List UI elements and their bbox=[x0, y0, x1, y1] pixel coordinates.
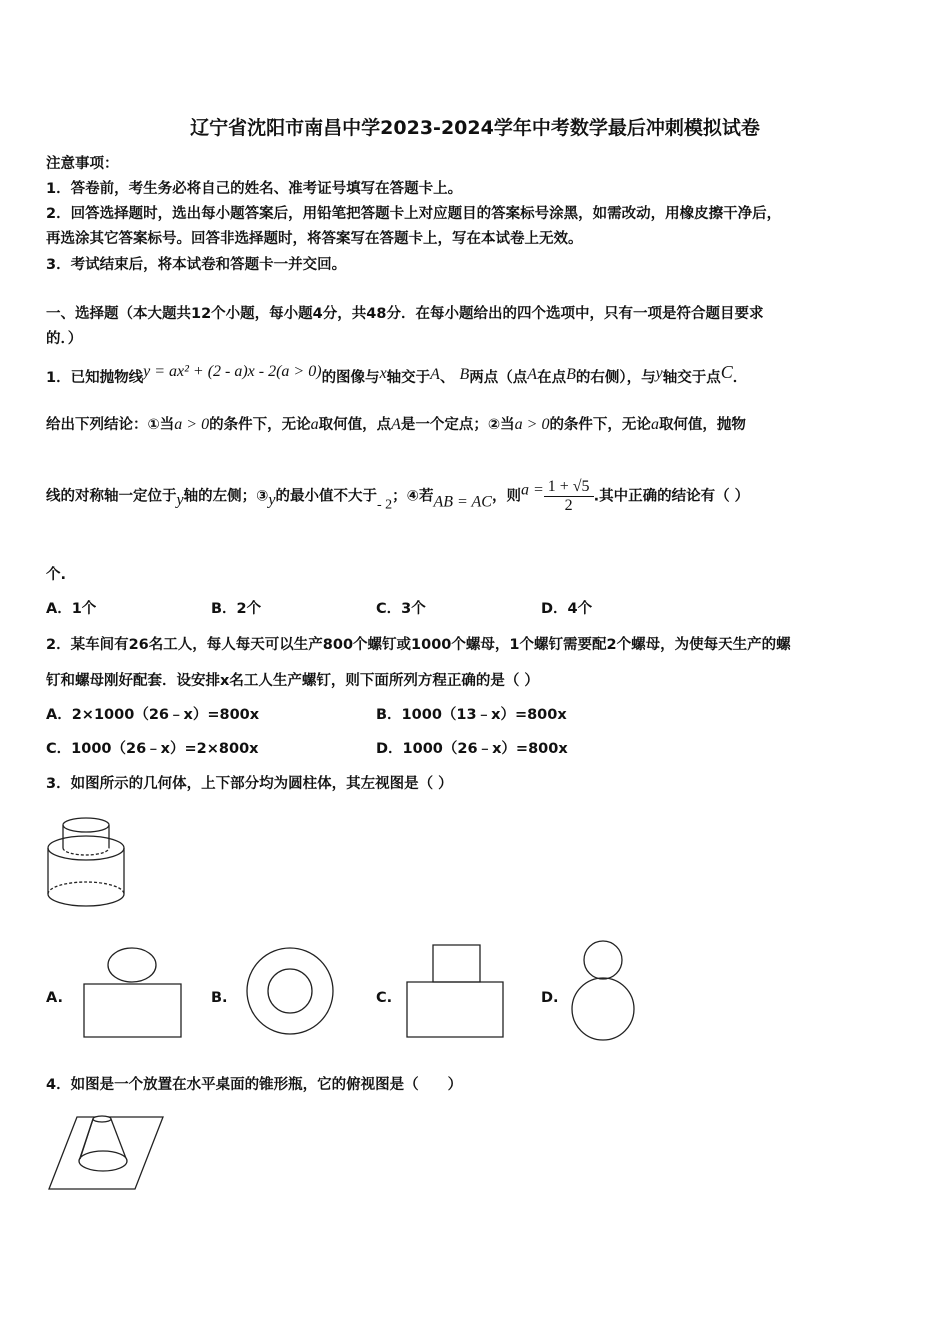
q2-option-d[interactable]: D．1000（26﹣x）=800x bbox=[376, 741, 568, 757]
q3-option-b-figure bbox=[246, 947, 336, 1037]
q3-option-a[interactable]: A. bbox=[46, 990, 63, 1006]
notice-item: 再选涂其它答案标号。回答非选择题时，将答案写在答题卡上，写在本试卷上无效。 bbox=[46, 231, 583, 247]
page-title: 辽宁省沈阳市南昌中学2023-2024学年中考数学最后冲刺模拟试卷 bbox=[190, 117, 760, 139]
golden-ratio-fraction: $\frac{1 + √5}{2}$ bbox=[544, 478, 594, 515]
q3-option-c[interactable]: C. bbox=[376, 990, 393, 1006]
question-4-text: 4．如图是一个放置在水平桌面的锥形瓶，它的俯视图是（ ） bbox=[46, 1077, 463, 1093]
q2-option-b[interactable]: B．1000（13﹣x）=800x bbox=[376, 707, 567, 723]
section-heading-cont: 的．） bbox=[46, 331, 83, 347]
question-1-line-2: 给出下列结论：①当a > 0的条件下，无论a取何值，点A是一个定点；②当a > 0的条件下，无论a取何值，抛物 bbox=[46, 416, 746, 433]
notice-item: 2．回答选择题时，选出每小题答案后，用铅笔把答题卡上对应题目的答案标号涂黑，如需改动，用橡皮擦干净后， bbox=[46, 206, 782, 222]
notice-heading: 注意事项： bbox=[46, 156, 119, 172]
question-1-line-4: 个. bbox=[46, 567, 67, 583]
stacked-cylinders-figure bbox=[46, 812, 136, 916]
q3-option-d-figure bbox=[572, 939, 638, 1041]
section-heading: 一、选择题（本大题共12个小题，每小题4分，共48分．在每小题给出的四个选项中，只有一项是符合题目要求 bbox=[46, 306, 764, 322]
q1-option-d[interactable]: D．4个 bbox=[541, 601, 593, 617]
q3-option-a-figure bbox=[82, 946, 184, 1038]
question-3-text: 3．如图所示的几何体，上下部分均为圆柱体，其左视图是（ ） bbox=[46, 776, 453, 792]
q1-option-b[interactable]: B．2个 bbox=[211, 601, 262, 617]
notice-item: 1．答卷前，考生务必将自己的姓名、准考证号填写在答题卡上。 bbox=[46, 181, 463, 197]
question-1-line-3: 线的对称轴一定位于y轴的左侧；③y的最小值不大于- 2；④若AB = AC，则a = $\frac{1 + √5}{2}$ .其中正确的结论有（ ） bbox=[46, 478, 750, 514]
q1-option-c[interactable]: C．3个 bbox=[376, 601, 426, 617]
question-2-line-2: 钉和螺母刚好配套．设安排x名工人生产螺钉，则下面所列方程正确的是（ ） bbox=[46, 673, 539, 689]
parabola-equation: y = ax² + (2 - a)x - 2(a > 0) bbox=[143, 363, 322, 380]
q3-option-d[interactable]: D. bbox=[541, 990, 559, 1006]
question-1-line-1: 1．已知抛物线y = ax² + (2 - a)x - 2(a > 0)的图像与x轴交于A、 B两点（点A在点B的右侧），与y轴交于点C． bbox=[46, 362, 748, 386]
q3-option-c-figure bbox=[406, 944, 504, 1039]
q3-option-b[interactable]: B. bbox=[211, 990, 228, 1006]
notice-item: 3．考试结束后，将本试卷和答题卡一并交回。 bbox=[46, 257, 347, 273]
conical-flask-figure bbox=[47, 1111, 165, 1191]
q2-option-a[interactable]: A．2×1000（26﹣x）=800x bbox=[46, 707, 260, 723]
question-2-line-1: 2．某车间有26名工人，每人每天可以生产800个螺钉或1000个螺母，1个螺钉需要配2个螺母，为使每天生产的螺 bbox=[46, 637, 791, 653]
q2-option-c[interactable]: C．1000（26﹣x）=2×800x bbox=[46, 741, 259, 757]
q1-option-a[interactable]: A．1个 bbox=[46, 601, 97, 617]
